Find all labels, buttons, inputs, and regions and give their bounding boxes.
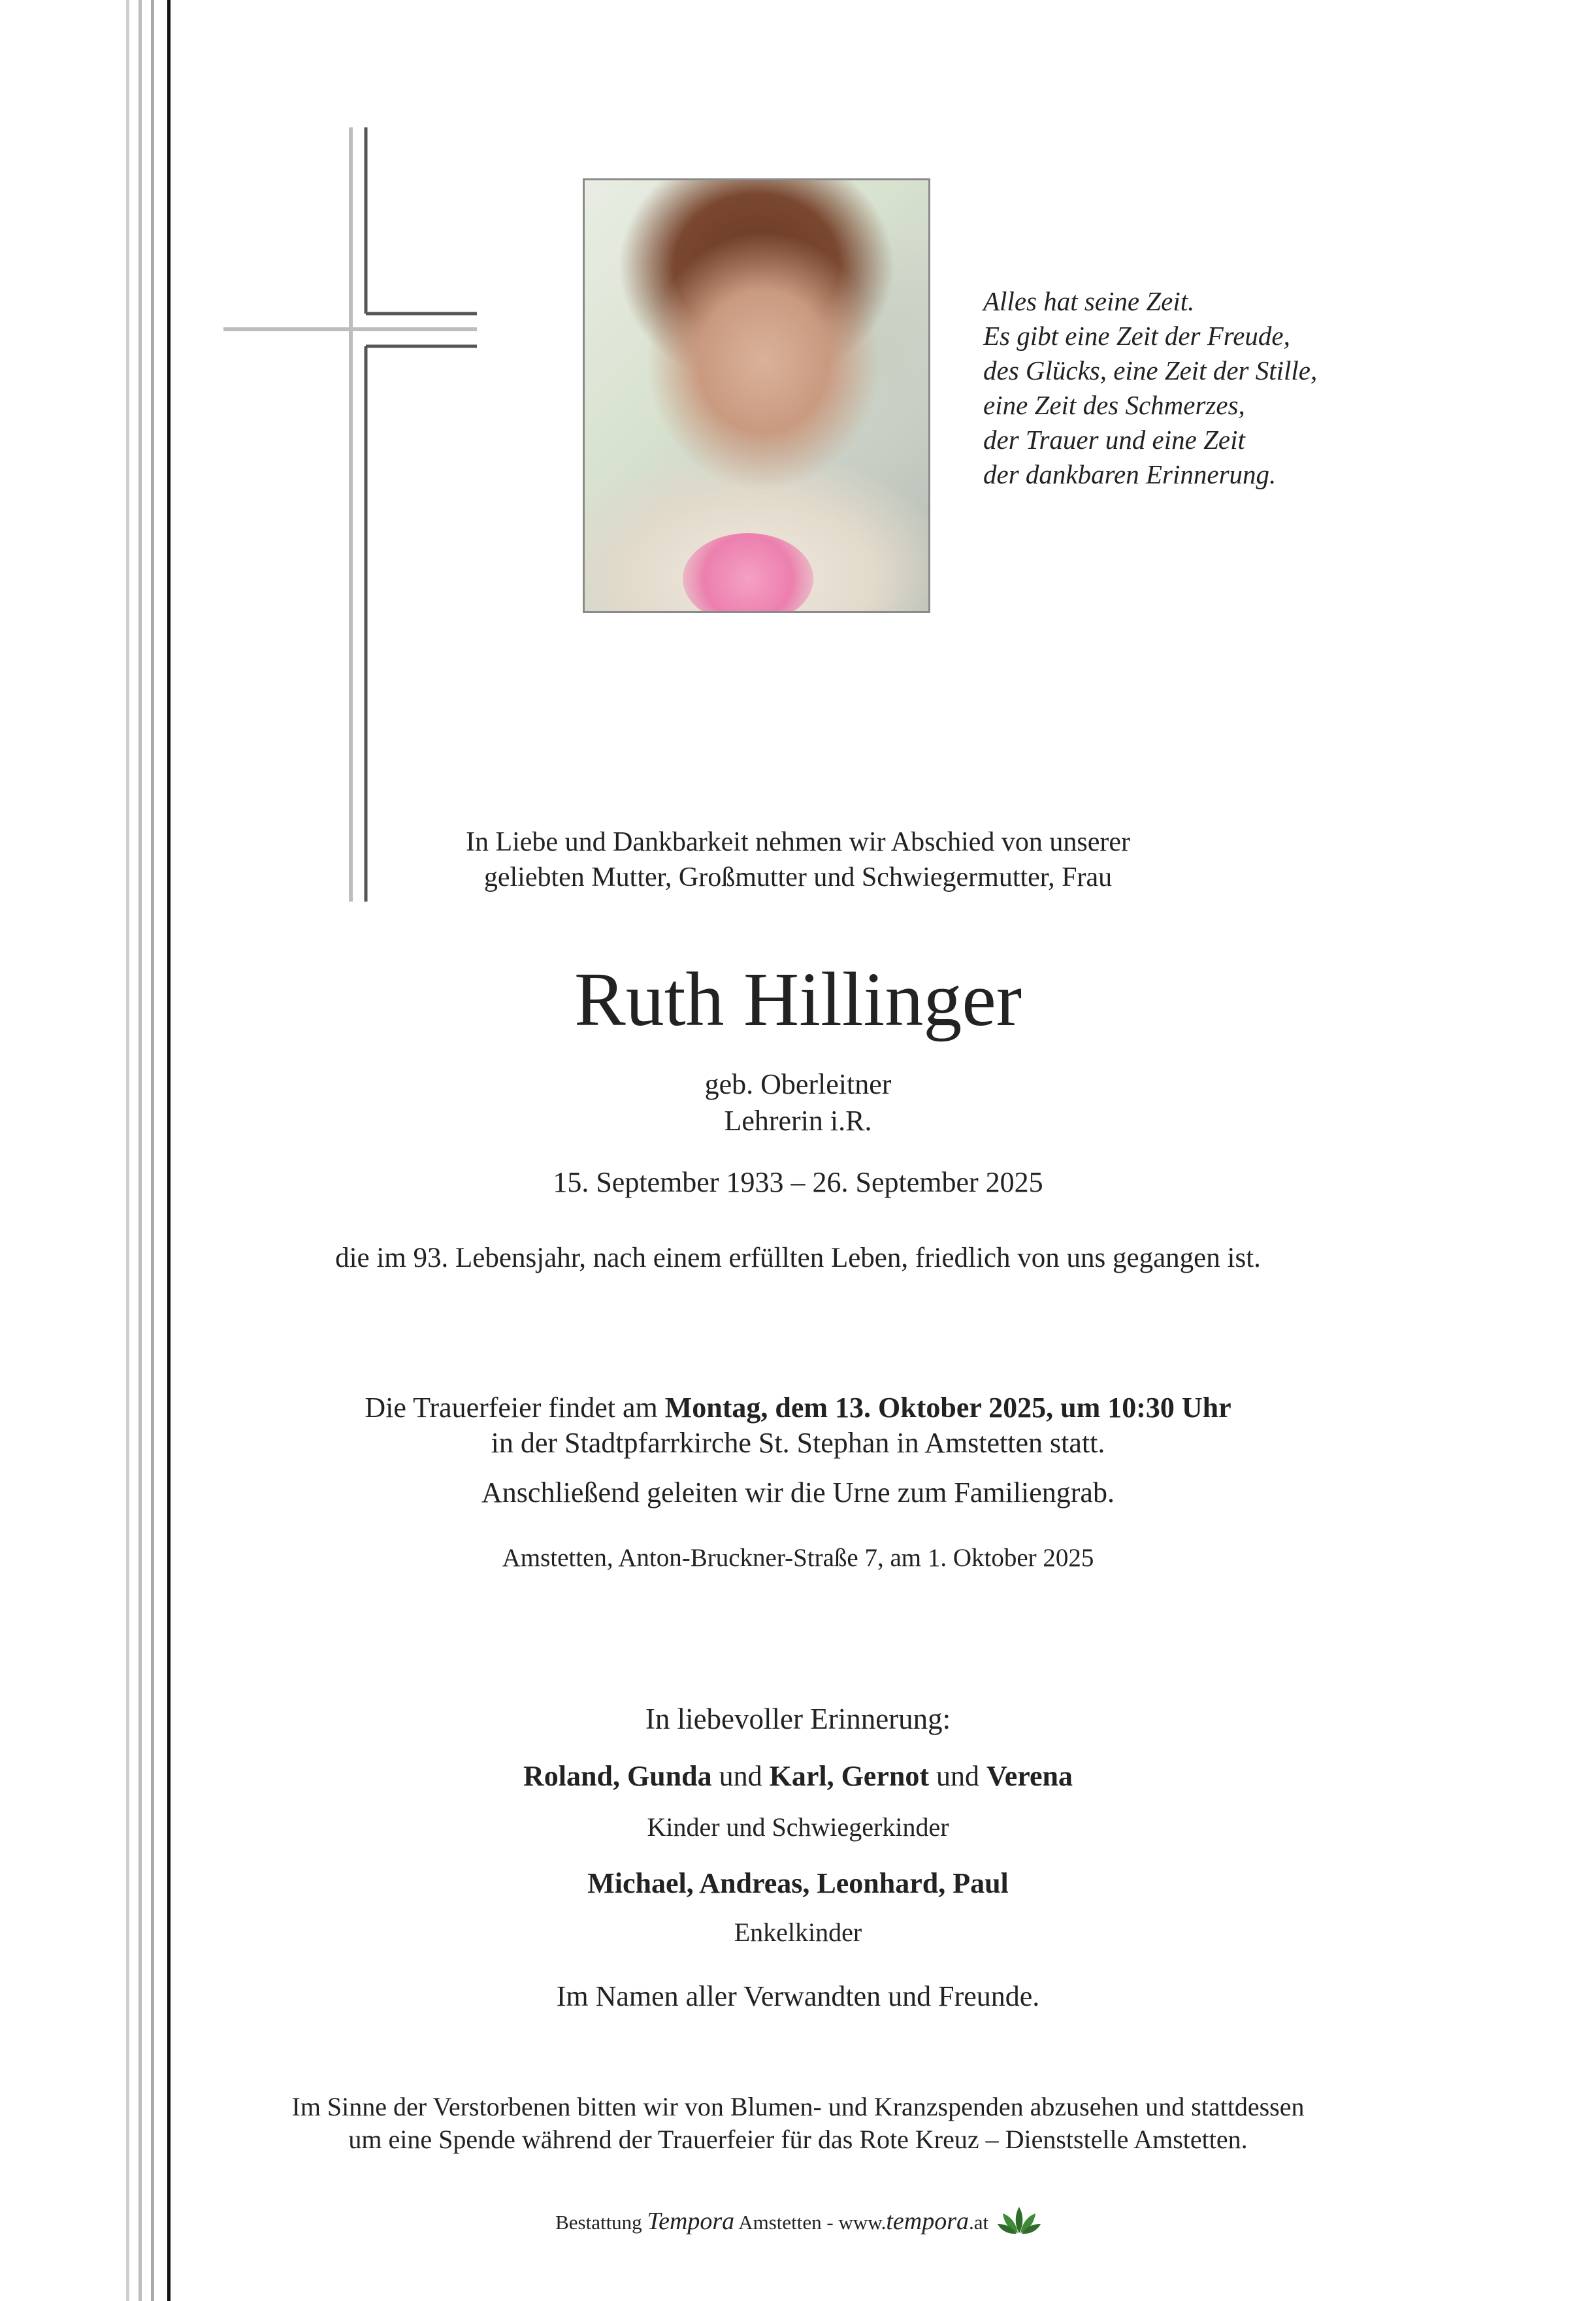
- child-name: Roland: [523, 1760, 613, 1792]
- grandchildren-names: [0, 1865, 1596, 1902]
- ceremony-datetime: Montag, dem 13. Oktober 2025, um 10:30 Uhr: [664, 1392, 1231, 1424]
- poem-line: Alles hat seine Zeit.: [983, 286, 1195, 316]
- separator: ,: [826, 1760, 841, 1792]
- poem-line: der Trauer und eine Zeit: [983, 425, 1245, 455]
- footer-prefix: Bestattung: [555, 2211, 647, 2234]
- poem-line: eine Zeit des Schmerzes,: [983, 390, 1245, 420]
- poem: [983, 284, 1441, 492]
- child-name: Gunda: [627, 1760, 712, 1792]
- memory-heading: In liebevoller Erinnerung:: [645, 1703, 951, 1735]
- flower-blur: [683, 533, 813, 613]
- maiden-name: geb. Oberleitner: [704, 1068, 892, 1100]
- passed-text: die im 93. Lebensjahr, nach einem erfüllten Leben, friedlich von uns gegangen ist.: [335, 1243, 1261, 1273]
- deceased-details: [0, 1066, 1596, 1139]
- deceased-name: Ruth Hillinger: [574, 956, 1022, 1042]
- intro-line-2: geliebten Mutter, Großmutter und Schwiegermutter, Frau: [483, 862, 1113, 892]
- child-name: Gernot: [841, 1760, 929, 1792]
- ceremony-line-1: [0, 1390, 1596, 1426]
- donation-request: [0, 2091, 1596, 2156]
- conjunction: und: [711, 1760, 770, 1792]
- relatives-text: Im Namen aller Verwandten und Freunde.: [556, 1980, 1040, 2012]
- children-role: Kinder und Schwiegerkinder: [647, 1812, 949, 1842]
- frame-line-3: [151, 0, 154, 2301]
- urn-text: Anschließend geleiten wir die Urne zum Familiengrab.: [481, 1477, 1115, 1509]
- life-dates: 15. September 1933 – 26. September 2025: [553, 1166, 1043, 1198]
- donation-line-2: um eine Spende während der Trauerfeier für das Rote Kreuz – Dienststelle Amstetten.: [348, 2125, 1248, 2154]
- lotus-leaf-icon: [998, 2206, 1041, 2234]
- footer: [0, 2206, 1596, 2237]
- place-date: Amstetten, Anton-Bruckner-Straße 7, am 1. Oktober 2025: [502, 1544, 1094, 1572]
- child-name: Verena: [986, 1760, 1073, 1792]
- poem-line: des Glücks, eine Zeit der Stille,: [983, 355, 1318, 385]
- poem-line: Es gibt eine Zeit der Freude,: [983, 321, 1290, 351]
- footer-middle: Amstetten - www.: [734, 2211, 887, 2234]
- grandchildren-list: Michael, Andreas, Leonhard, Paul: [587, 1867, 1009, 1899]
- poem-line: der dankbaren Erinnerung.: [983, 459, 1277, 489]
- ceremony-location: in der Stadtpfarrkirche St. Stephan in Amstetten statt.: [491, 1427, 1105, 1459]
- footer-suffix: .at: [969, 2211, 989, 2234]
- frame-line-4: [167, 0, 171, 2301]
- conjunction: und: [928, 1760, 986, 1792]
- intro-line-1: In Liebe und Dankbarkeit nehmen wir Abschied von unserer: [465, 827, 1131, 857]
- grandchildren-role: Enkelkinder: [734, 1918, 862, 1947]
- frame-line-2: [138, 0, 142, 2301]
- child-name: Karl: [769, 1760, 827, 1792]
- ceremony-info: [0, 1390, 1596, 1461]
- cross-icon: [216, 124, 490, 908]
- ceremony-prefix: Die Trauerfeier findet am: [365, 1392, 665, 1424]
- profession: Lehrerin i.R.: [724, 1105, 872, 1137]
- intro-text: [0, 824, 1596, 895]
- children-names: [0, 1758, 1596, 1795]
- donation-line-1: Im Sinne der Verstorbenen bitten wir von Blumen- und Kranzspenden abzusehen und stattdessen: [291, 2092, 1305, 2121]
- brand-name: Tempora: [647, 2208, 735, 2235]
- frame-line-1: [126, 0, 129, 2301]
- separator: ,: [612, 1760, 627, 1792]
- brand-domain: tempora: [886, 2208, 969, 2235]
- portrait-photo: [583, 178, 930, 613]
